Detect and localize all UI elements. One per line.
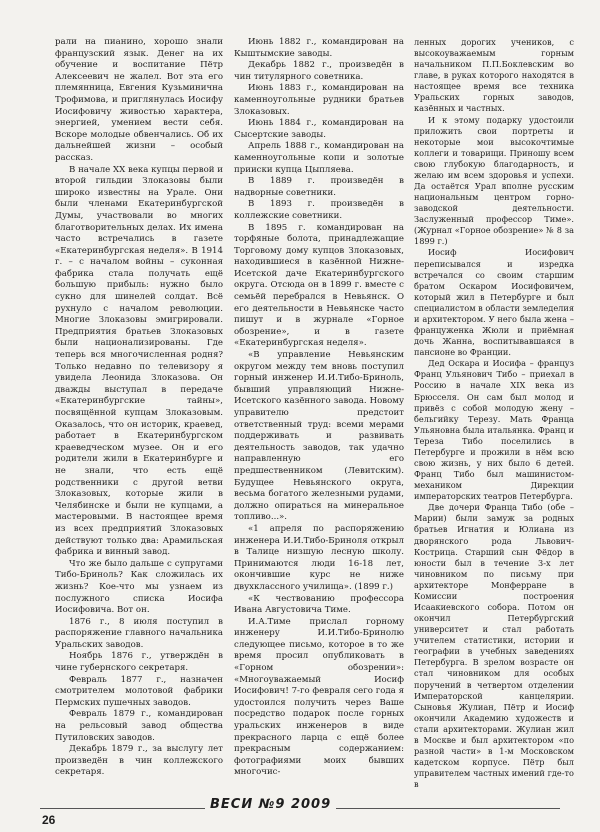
paragraph: И к этому подарку удостоили приложить свои портреты и некоторые мои высокочтимые коллеги и товарищи. Приношу всем свою глубокую благодарность, и желаю им всем здоровья и успехи. Да остаётся Урал вполне русским национальным центром горно-заводской деятельности. Заслуженный профессор Тиме». (Журнал «Горное обозрение» № 8 за 1899 г.) — [414, 114, 574, 247]
quote-paragraph: «К чествованию профессора Ивана Августовича Тиме. — [234, 593, 404, 616]
paragraph: ленных дорогих учеников, с высокоуважаемым горным начальником П.П.Боклевским во главе, в руках которого находятся в настоящее время все техника Уральских горных заводов, казённых и частных. — [414, 37, 574, 114]
text-column-3 — [414, 37, 574, 790]
paragraph: Иосиф Иосифович переписывался и изредка встречался со своим старшим братом Оскаром Иосифовичем, который жил в Петербурге и был специалистом в области земледелия и архитектором. У него была жена – француженка Жюли и приёмная дочь Жанна, воспитывавшаяся в пансионе во Франции. — [414, 247, 574, 358]
paragraph: Ноябрь 1876 г., утверждён в чине губернского секретаря. — [55, 651, 223, 674]
paragraph: Июнь 1883 г., командирован на каменноугольные рудники братьев Злоказовых. — [234, 83, 404, 117]
text-column-1 — [55, 37, 223, 779]
paragraph: Две дочери Франца Тибо (обе – Марии) были замуж за родных братьев Игнатия и Юлиана из дворянского рода Львович-Кострица. Старший сын Фёдор в юности был в течение 3-х лет чиновником по письму при архитекторе Монферране в Комиссии построения Исаакиевского собора. Потом он окончил Петербургский университет и стал работать учителем статистики, истории и географии в учебных заведениях Петербурга. В зрелом возрасте он стал чиновником для особых поручений в четвертом отделении Императорской канцелярии. Сыновья Жулиан, Пётр и Иосиф окончили Академию художеств и стали архитекторами. Жулиан жил в Москве и был архитектором «по разной части» в 1-м Московском кадетском корпусе. Пётр был управителем частных имений где-то в — [414, 502, 574, 790]
paragraph: Июнь 1884 г., командирован на Сысертские заводы. — [234, 118, 404, 140]
quote-paragraph: «В управление Невьянским округом между тем вновь поступил горный инженер И.И.Тибо-Бриноль, бывший управляющий Нижне-Исетского казённого завода. Новому управителю предстоит ответственный труд: всеми мерами поддерживать и развивать деятельность заводов, так удачно направленную его предшественником (Левитским). Будущее Невьянского округа, весьма богатого железными рудами, должно опираться на минеральное топливо...». — [234, 350, 404, 523]
paragraph: Июнь 1882 г., командирован на Кыштымские заводы. — [234, 37, 404, 59]
paragraph: Декабрь 1879 г., за выслугу лет произведён в чин коллежского секретаря. — [55, 744, 223, 778]
quote-paragraph: И.А.Тиме прислал горному инженеру И.И.Тибо-Бринолю следующее письмо, которое в то же время просил опубликовать в «Горном обозрении»: «Многоуважаемый Иосиф Иосифович! 7-го февраля сего года я удостоился получить через Ваше посредство подарок после горных уральских инженеров в виде прекрасного ларца с ещё более прекрасным содержанием: фотографиями моих бывших многочис- — [234, 616, 404, 778]
paragraph: Февраль 1877 г., назначен смотрителем молотовой фабрики Пермских пушечных заводов. — [55, 674, 223, 708]
magazine-masthead: ВЕСИ №9 2009 — [205, 797, 336, 812]
paragraph: Февраль 1879 г., командирован на рельсовый завод общества Путиловских заводов. — [55, 709, 223, 743]
paragraph: В 1889 г. произведён в надворные советники. — [234, 176, 404, 198]
paragraph: рали на пианино, хорошо знали французский язык. Денег на их обучение и воспитание Пётр Алексеевич не жалел. Вот эта его племянница, Евгения Кузьминична Трофимова, и приглянулась Иосифу Иосифовичу живостью характера, энергией, умением вести себя. Вскоре молодые обвенчались. Об их дальнейшей жизни – особый рассказ. — [55, 37, 223, 163]
page-number: 26 — [42, 813, 56, 827]
paragraph: Декабрь 1882 г., произведён в чин титулярного советника. — [234, 60, 404, 82]
paragraph: В 1895 г. командирован на торфяные болота, принадлежащие Торговому дому купцов Злоказовых, находившиеся в казённой Нижне-Исетской даче Екатеринбургского округа. Отсюда он в 1899 г. вместе с семьёй перебрался в Невьянск. О его деятельности в Невьянске часто пишут и в журнале «Горное обозрение», и в газете «Екатеринбургская неделя». — [234, 222, 404, 349]
text-column-2 — [234, 37, 404, 779]
paragraph: Дед Оскара и Иосифа – француз Франц Ульянович Тибо – приехал в Россию в начале XIX века из Брюсселя. Он сам был молод и привёз с собой молодую жену – бельгийку Терезу. Мать Франца Ульяновна была итальянка. Франц и Тереза Тибо поселились в Петербурге и прожили в нём всю свою жизнь, у них было 6 детей. Франц Тибо был машинистом-механиком Дирекции императорских театров Петербурга. — [414, 358, 574, 502]
paragraph: Апрель 1888 г., командирован на каменноугольные копи и золотые прииски купца Цыпляева. — [234, 141, 404, 175]
paragraph: В 1893 г. произведён в коллежские советники. — [234, 199, 404, 221]
paragraph: Что же было дальше с супругами Тибо-Бриноль? Как сложилась их жизнь? Кое-что мы узнаем из послужного списка Иосифа Иосифовича. Вот он. — [55, 558, 223, 616]
quote-paragraph: «1 апреля по распоряжению инженера И.И.Тибо-Бриноля открыл в Талице низшую лесную школу. Принимаются люди 16-18 лет, окончившие курс не ниже двухклассного училища». (1899 г.) — [234, 523, 404, 592]
paragraph: 1876 г., 8 июля поступил в распоряжение главного начальника Уральских заводов. — [55, 616, 223, 650]
paragraph: В начале ХХ века купцы первой и второй гильдии Злоказовы были широко известны на Урале. Они были членами Екатеринбургской Думы, участвовали во многих благотворительных делах. Их имена часто встречались в газете «Екатеринбургская неделя». В 1914 г. – с началом войны – суконная фабрика стала получать ещё большую прибыль: нужно было сукно для шинелей солдат. Всё рухнуло с началом революции. Многие Злоказовы эмигрировали. Предприятия братьев Злоказовых были национализированы. Где теперь вся многочисленная родня? Только недавно по телевизору я увидела Леонида Злоказова. Он дважды выступал в передаче «Екатеринбургские тайны», посвящённой купцам Злоказовым. Оказалось, что он историк, краевед, работает в Екатеринбургском краеведческом музее. Он и его родители жили в Екатеринбурге и не знали, что есть ещё родственники с другой ветви Злоказовых, которые жили в Челябинске и были не купцами, а мастеровыми. В настоящее время из всех предприятий Злоказовых действуют только два: Арамильская фабрика и винный завод. — [55, 164, 223, 558]
